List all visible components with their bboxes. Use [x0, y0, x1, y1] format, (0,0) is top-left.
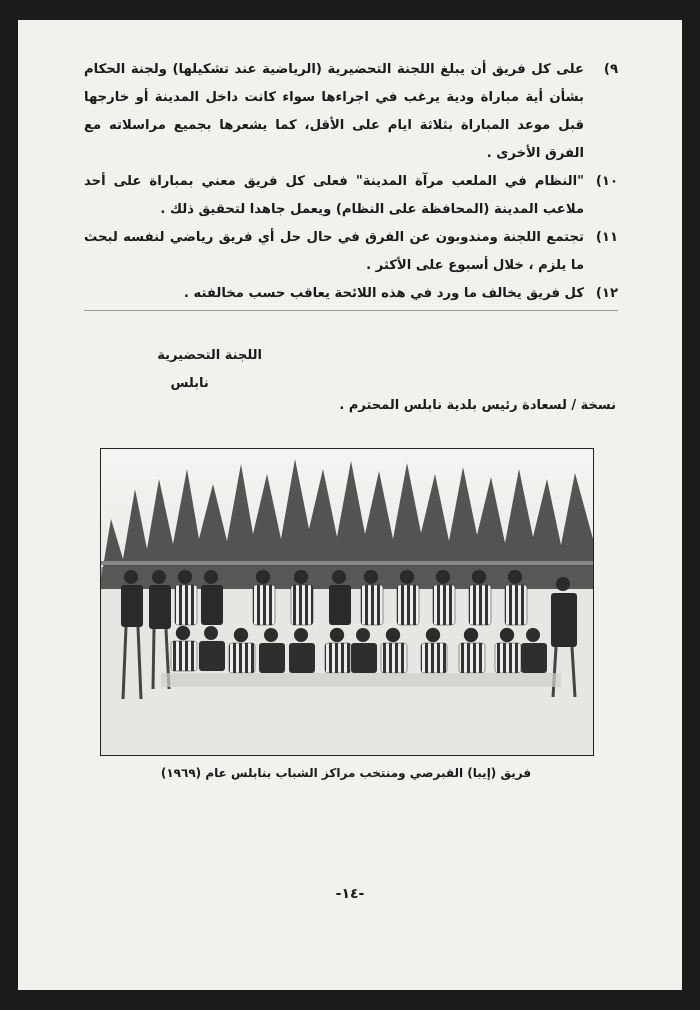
signature-committee: اللجنة التحضيرية: [157, 348, 262, 363]
signature-block: [157, 342, 262, 398]
clause-number: ١٢): [595, 286, 618, 301]
clause-10: [84, 168, 618, 224]
clause-text: على كل فريق أن يبلغ اللجنة التحضيرية (الرياضية عند تشكيلها) ولجنة الحكام بشأن أية مباراة ودية يرغب في اجراءها سواء كانت داخل المدينة أو خارجها قبل موعد المباراة بثلاثة ايام على الأقل، كما يشعرها بجميع مراسلاته مع الفرق الأخرى .: [84, 62, 584, 161]
clause-text: تجتمع اللجنة ومندوبون عن الفرق في حال حل أي فريق رياضي لنفسه لبحث ما يلزم ، خلال أسبوع على الأكثر .: [84, 230, 584, 273]
clause-number: ٩): [603, 62, 618, 77]
copy-to-line: نسخة / لسعادة رئيس بلدية نابلس المحترم .: [339, 398, 616, 413]
clause-text: كل فريق يخالف ما ورد في هذه اللائحة يعاقب حسب مخالفته .: [183, 286, 584, 301]
clause-9: [84, 56, 618, 168]
clause-number: ١٠): [595, 174, 618, 189]
clause-11: [84, 224, 618, 280]
regulations-list: [84, 56, 618, 311]
clause-text: "النظام في الملعب مرآة المدينة" فعلى كل فريق معني بمباراة على أحد ملاعب المدينة (المحافظة على النظام) ويعمل جاهدا لتحقيق ذلك .: [84, 174, 584, 217]
team-photo-illustration: [101, 449, 593, 755]
photo-caption: فريق (إيبا) القبرصي ومنتخب مراكز الشباب بنابلس عام (١٩٦٩): [160, 766, 532, 780]
clause-number: ١١): [595, 230, 618, 245]
team-photograph: [100, 448, 594, 756]
page-number: -١٤-: [335, 886, 365, 902]
clause-12: [84, 280, 618, 311]
document-page: [18, 20, 682, 990]
signature-city: نابلس: [170, 376, 209, 391]
